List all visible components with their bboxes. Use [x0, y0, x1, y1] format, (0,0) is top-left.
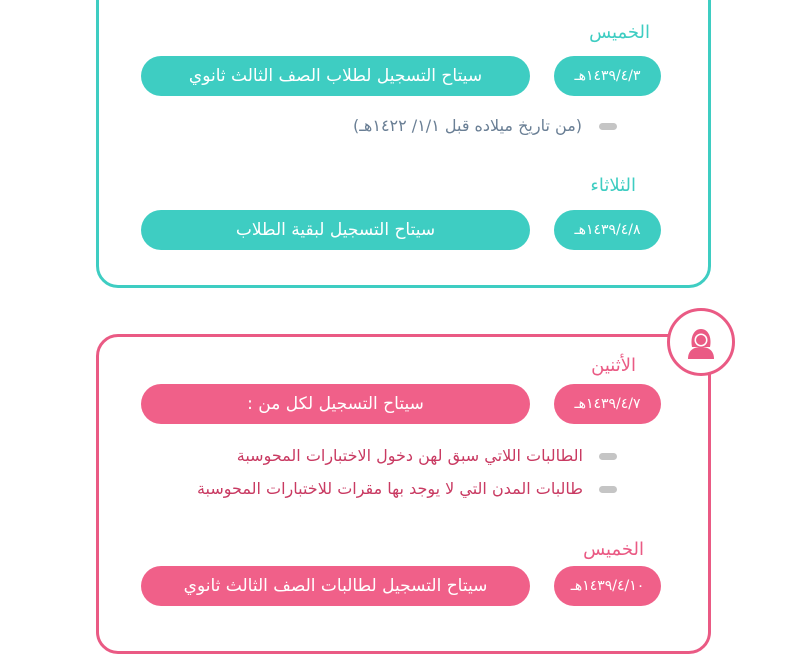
bullet-icon	[599, 453, 617, 460]
announcement-pill: سيتاح التسجيل لطلاب الصف الثالث ثانوي	[141, 56, 530, 96]
female-user-icon	[667, 308, 735, 376]
date-badge: ١٤٣٩/٤/٣هـ	[554, 56, 661, 96]
day-label-thursday: الخميس	[583, 539, 644, 560]
date-badge: ١٤٣٩/٤/٧هـ	[554, 384, 661, 424]
date-badge: ١٤٣٩/٤/٨هـ	[554, 210, 661, 250]
eligibility-note: الطالبات اللاتي سبق لهن دخول الاختبارات المحوسبة	[236, 446, 583, 465]
date-badge: ١٤٣٩/٤/١٠هـ	[554, 566, 661, 606]
announcement-pill: سيتاح التسجيل لكل من :	[141, 384, 530, 424]
eligibility-note: طالبات المدن التي لا يوجد بها مقرات للاختبارات المحوسبة	[196, 479, 583, 498]
day-label-thursday: الخميس	[589, 22, 650, 43]
announcement-pill: سيتاح التسجيل لطالبات الصف الثالث ثانوي	[141, 566, 530, 606]
day-label-monday: الأثنين	[591, 355, 636, 376]
bullet-icon	[599, 486, 617, 493]
day-label-tuesday: الثلاثاء	[590, 175, 636, 196]
birthdate-note: (من تاريخ ميلاده قبل ١/١/ ١٤٢٢هـ)	[352, 116, 582, 135]
announcement-pill: سيتاح التسجيل لبقية الطلاب	[141, 210, 530, 250]
bullet-icon	[599, 123, 617, 130]
